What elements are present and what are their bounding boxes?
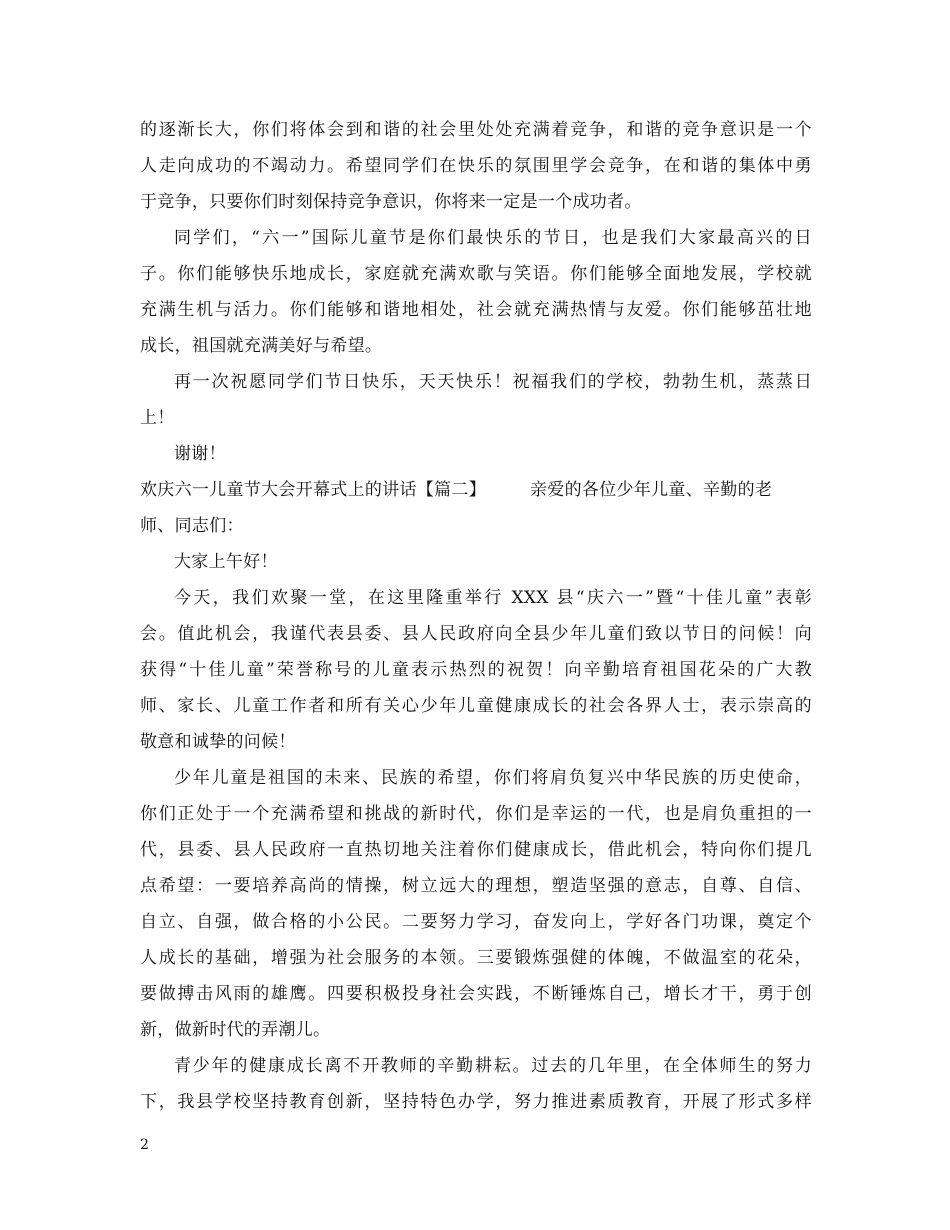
text-line: 下，我县学校坚持教育创新，坚持特色办学，努力推进素质教育，开展了形式多样 [140, 1092, 812, 1112]
section-heading: 欢庆六一儿童节大会开幕式上的讲话【篇二】 [140, 480, 486, 500]
text-line: 人走向成功的不竭动力。希望同学们在快乐的氛围里学会竞争，在和谐的集体中勇 [140, 156, 812, 176]
text-line: 再一次祝愿同学们节日快乐，天天快乐！祝福我们的学校，勃勃生机，蒸蒸日 [174, 372, 812, 392]
text-line: 同学们，“六一”国际儿童节是你们最快乐的节日，也是我们大家最高兴的日 [174, 228, 812, 248]
text-line: 会。值此机会，我谨代表县委、县人民政府向全县少年儿童们致以节日的问候！向 [140, 624, 812, 644]
text-line: 师、同志们： [140, 516, 244, 536]
text-line: 的逐渐长大，你们将体会到和谐的社会里处处充满着竞争，和谐的竞争意识是一个 [140, 120, 812, 140]
text-line: 师、家长、儿童工作者和所有关心少年儿童健康成长的社会各界人士，表示崇高的 [140, 696, 812, 716]
section-heading-line [140, 472, 812, 508]
text-line: 新，做新时代的弄潮儿。 [140, 1020, 331, 1040]
text-line: 你们正处于一个充满希望和挑战的新时代，你们是幸运的一代，也是肩负重担的一 [140, 804, 812, 824]
text-line: 自立、自强，做合格的小公民。二要努力学习，奋发向上，学好各门功课，奠定个 [140, 912, 812, 932]
text-line: 人成长的基础，增强为社会服务的本领。三要锻炼强健的体魄，不做温室的花朵， [140, 948, 812, 968]
text-line: 青少年的健康成长离不开教师的辛勤耕耘。过去的几年里，在全体师生的努力 [174, 1056, 812, 1076]
text-line: 今天，我们欢聚一堂，在这里隆重举行 XXX 县“庆六一”暨“十佳儿童”表彰 [174, 588, 812, 608]
document-body [140, 112, 812, 1120]
text-line: 代，县委、县人民政府一直热切地关注着你们健康成长，借此机会，特向你们提几 [140, 840, 812, 860]
page-number: 2 [140, 1137, 149, 1153]
text-line: 子。你们能够快乐地成长，家庭就充满欢歌与笑语。你们能够全面地发展，学校就 [140, 264, 812, 284]
text-line: 点希望：一要培养高尚的情操，树立远大的理想，塑造坚强的意志，自尊、自信、 [140, 876, 812, 896]
text-line: 获得“十佳儿童”荣誉称号的儿童表示热烈的祝贺！向辛勤培育祖国花朵的广大教 [140, 660, 812, 680]
text-line: 大家上午好！ [174, 552, 278, 572]
text-line: 谢谢！ [174, 444, 226, 464]
text-line: 充满生机与活力。你们能够和谐地相处，社会就充满热情与友爱。你们能够茁壮地 [140, 300, 812, 320]
text-line: 要做搏击风雨的雄鹰。四要积极投身社会实践，不断锤炼自己，增长才干，勇于创 [140, 984, 812, 1004]
salutation-start: 亲爱的各位少年儿童、辛勤的老 [530, 480, 773, 500]
text-line: 少年儿童是祖国的未来、民族的希望，你们将肩负复兴中华民族的历史使命， [174, 768, 812, 788]
text-line: 于竞争，只要你们时刻保持竞争意识，你将来一定是一个成功者。 [140, 192, 642, 212]
text-line: 敬意和诚挚的问候！ [140, 732, 296, 752]
text-line: 成长，祖国就充满美好与希望。 [140, 336, 383, 356]
text-line: 上！ [140, 408, 175, 428]
